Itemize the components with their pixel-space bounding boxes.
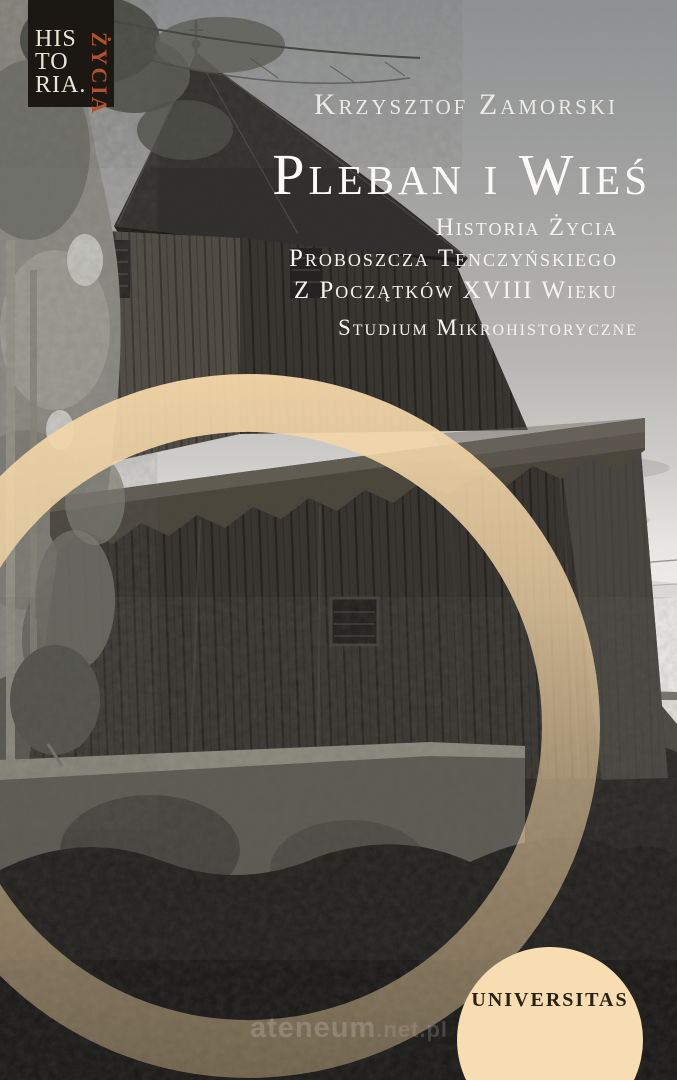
publisher-name: UNIVERSITAS bbox=[471, 989, 629, 1011]
subtitle-line-1: Historia Życia bbox=[435, 214, 618, 241]
author-name: Krzysztof Zamorski bbox=[313, 88, 618, 121]
series-logo-line2: TO bbox=[35, 49, 69, 75]
series-logo-line1: HIS bbox=[35, 26, 77, 52]
subtitle-line-2: Proboszcza Tenczyńskiego bbox=[289, 245, 618, 272]
series-logo-vertical-text: ŻYCIA bbox=[87, 32, 112, 116]
subtitle-line-4: Studium Mikrohistoryczne bbox=[337, 315, 638, 340]
watermark-main: ateneum bbox=[250, 1012, 377, 1044]
series-logo-line3: RIA. bbox=[35, 72, 87, 98]
series-logo-text bbox=[35, 28, 86, 97]
book-title: Pleban i Wieś bbox=[272, 142, 651, 207]
store-watermark bbox=[250, 1012, 448, 1045]
subtitle-line-3: Z Początków XVIII Wieku bbox=[293, 277, 618, 304]
watermark-suffix: .net.pl bbox=[376, 1017, 449, 1042]
